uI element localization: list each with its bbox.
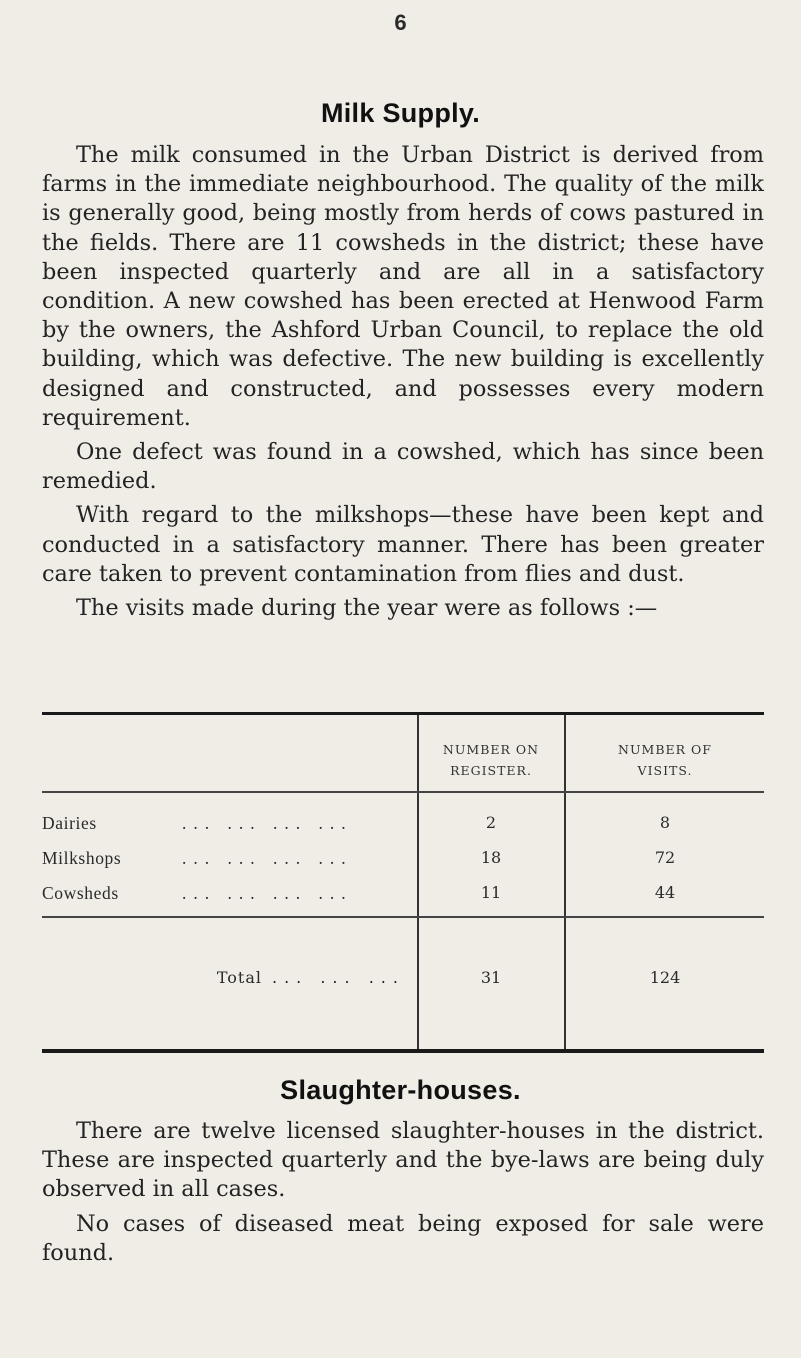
column-header-visits <box>566 739 764 781</box>
register-count: 2 <box>485 813 497 832</box>
visits-table <box>42 712 764 1052</box>
header-line: VISITS. <box>637 763 693 778</box>
milk-supply-text <box>42 141 764 623</box>
column-header-register <box>418 739 564 781</box>
leader-dots: ... ... ... <box>272 968 405 987</box>
page-number: 6 <box>394 10 407 35</box>
row-label-text: Dairies <box>42 813 97 833</box>
table-row-label <box>42 813 400 834</box>
milk-supply-heading: Milk Supply. <box>320 98 481 128</box>
leader-dots: ... ... ... ... <box>182 813 353 833</box>
visits-count: 8 <box>659 813 671 832</box>
total-register-count: 31 <box>480 968 502 987</box>
total-divider <box>42 916 764 918</box>
total-label: Total <box>216 968 262 987</box>
header-divider <box>42 791 764 793</box>
visits-count: 72 <box>654 848 676 867</box>
row-label-text: Milkshops <box>42 848 122 868</box>
total-visits-count: 124 <box>649 968 681 987</box>
header-line: REGISTER. <box>450 763 532 778</box>
header-line: NUMBER ON <box>442 742 540 757</box>
paragraph: There are twelve licensed slaughter-houses in the district. These are inspected quarterly and the bye-laws are being duly observed in all cases. <box>42 1118 764 1203</box>
table-row-label <box>42 848 400 869</box>
table-top-rule <box>42 712 764 715</box>
header-line: NUMBER OF <box>618 742 712 757</box>
register-count: 18 <box>480 848 502 867</box>
paragraph: With regard to the milkshops—these have been kept and conducted in a satisfactory manner. There has been greater care taken to prevent contamination from flies and dust. <box>42 502 764 587</box>
row-label-text: Cowsheds <box>42 883 119 903</box>
table-row-label <box>42 883 400 904</box>
paragraph: No cases of diseased meat being exposed for sale were found. <box>42 1210 764 1266</box>
table-bottom-rule <box>42 1049 764 1053</box>
register-count: 11 <box>480 883 502 902</box>
paragraph: The milk consumed in the Urban District is derived from farms in the immediate neighbourhood. The quality of the milk is generally good, being mostly from herds of cows pastured in the fields. There are 11 cowsheds in the district; these have been inspected quarterly and are all in a satisfactory condition. A new cowshed has been erected at Henwood Farm by the owners, the Ashford Urban Council, to replace the old building, which was defective. The new building is excellently designed and constructed, and possesses every modern requirement. <box>42 142 764 431</box>
slaughter-houses-text <box>42 1117 764 1268</box>
slaughter-houses-heading: Slaughter-houses. <box>280 1075 521 1105</box>
leader-dots: ... ... ... ... <box>182 848 353 868</box>
paragraph: The visits made during the year were as follows :— <box>76 595 658 622</box>
paragraph: One defect was found in a cowshed, which has since been remedied. <box>42 439 764 495</box>
leader-dots: ... ... ... ... <box>182 883 353 903</box>
visits-count: 44 <box>654 883 676 902</box>
